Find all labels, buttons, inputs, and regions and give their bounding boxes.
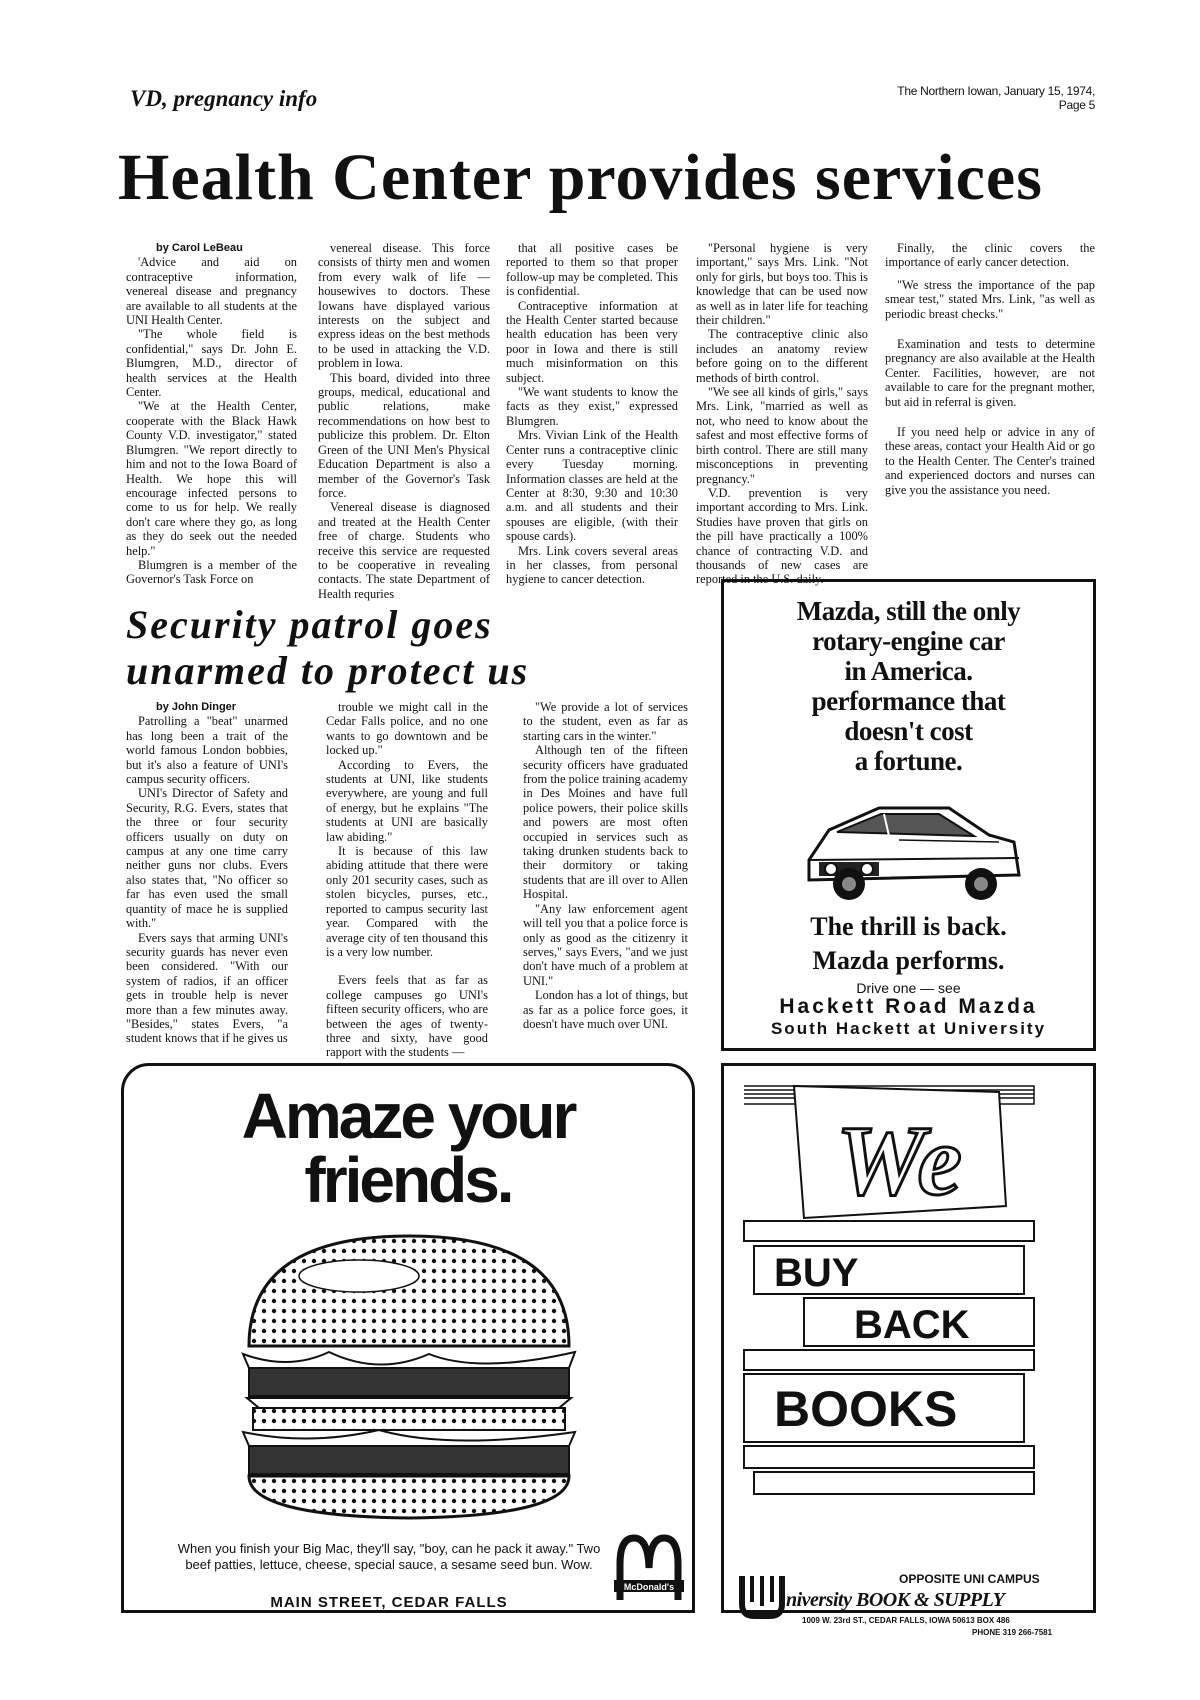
article1-column-5 [885,241,1095,571]
paragraph: that all positive cases be reported to them so that proper follow-up may be completed. This is confidential. [506,241,678,299]
paragraph: It is because of this law abiding attitude that there were only 201 security cases, such as stolen bicycles, purses, etc., reported to campus security last year. Compared with the average city of ten thousand this is a very low number. [326,844,488,959]
article1-byline: by Carol LeBeau [156,242,243,254]
headline-line: a fortune. [854,746,963,776]
big-mac-illustration [229,1226,589,1526]
paragraph: Contraceptive information at the Health Center started because health education has been very poor in Iowa and there is still much misinformation on this subject. [506,298,678,385]
book-stack-illustration [744,1086,1044,1506]
mazda-dealer-location: South Hackett at University [770,1019,1047,1038]
mcdonalds-headline [124,1080,692,1216]
article2-column-3 [523,700,688,1050]
mazda-drive-line: Drive one — see [856,980,961,996]
bookstore-name: niversity BOOK & SUPPLY [786,1589,1005,1611]
article2-byline: by John Dinger [156,701,237,713]
paragraph: Mrs. Vivian Link of the Health Center runs a contraceptive clinic every Tuesday morning. Information classes are held at the Center at 8:30, 9:30 and 10:30 a.m. and all students and their spouses are eligible, (with their spouse cards). [506,428,678,544]
headline-line: doesn't cost [844,716,973,746]
article1-column-1 [126,241,297,587]
mazda-car-illustration [789,780,1029,910]
bookstore-address: 1009 W. 23rd ST., CEDAR FALLS, IOWA 50613 BOX 486 [802,1616,1010,1625]
mcdonalds-arches-logo [614,1534,684,1604]
mazda-headline [724,596,1093,776]
section-label: VD, pregnancy info [130,86,318,111]
headline-line: Amaze your [241,1080,575,1152]
paragraph: V.D. prevention is very important according to Mrs. Link. Studies have proven that girls on the pill have practically a 100% chance of contracting V.D. and thousands of new cases are reported in the U.S. daily. [696,485,868,587]
paragraph: This board, divided into three groups, medical, educational and public relations, make recommendations on how best to publicize this problem. Dr. Elton Green of the UNI Men's Physical Education Department is also a member of the Governor's Task force. [318,370,490,500]
paragraph: Mrs. Link covers several areas in her classes, from personal hygiene to cancer detection. [506,543,678,587]
article2-column-2 [326,700,488,1060]
paragraph: Evers says that arming UNI's security guards has never even been considered. "With our system of radios, if an officer gets in trouble help is never more than a few minutes away. "Besides," states Evers, "a student knows that if he gives us [126,930,288,1046]
headline-line: in America. [844,656,973,686]
paragraph: London has a lot of things, but as far as a police force goes, it doesn't have much over UNI. [523,988,688,1031]
mcdonalds-address: MAIN STREET, CEDAR FALLS [270,1594,508,1611]
bookstore-phone: PHONE 319 266-7581 [972,1628,1053,1637]
security-patrol-headline [126,602,706,694]
paragraph: trouble we might call in the Cedar Falls police, and no one wants to go downtown and be locked up." [326,700,488,758]
paragraph: "We see all kinds of girls," says Mrs. Link, "married as well as not, who need to know about the safest and most effective forms of birth control. There are still many misconceptions in preventing pregnancy." [696,385,868,486]
health-center-headline: Health Center provides services [118,141,1043,214]
paragraph: "Personal hygiene is very important," says Mrs. Link. "Not only for girls, but boys too. This is knowledge that can be used now as well as in later life for teaching their children." [696,241,868,328]
paragraph: "We want students to know the facts as they exist," expressed Blumgren. [506,385,678,428]
headline-line: unarmed to protect us [126,648,530,693]
paragraph: Patrolling a "beat" unarmed has long been a trait of the world famous London bobbies, but it's also a feature of UNI's campus security officers. [126,714,288,787]
mazda-tagline-1: The thrill is back. [810,912,1007,941]
headline-line: friends. [304,1144,512,1216]
paragraph: UNI's Director of Safety and Security, R.G. Evers, states that the three or four security officers usually on duty on campus at any one time carry neither guns nor clubs. Evers also states that, "No officer so far has even used the small quantity of mace he is supplied with." [126,786,288,931]
paragraph: Venereal disease is diagnosed and treated at the Health Center free of charge. Students who receive this service are requested to be cooperative in revealing contacts. The state Department of Health requries [318,500,490,601]
paragraph: "The whole field is confidential," says Dr. John E. Blumgren, M.D., director of health services at the Health Center. [126,327,297,400]
paragraph: 'Advice and aid on contraceptive information, venereal disease and pregnancy are available to all students at the UNI Health Center. [126,255,297,328]
mazda-ad [721,579,1096,1051]
paragraph: The contraceptive clinic also includes an anatomy review before going on to the different methods of birth control. [696,327,868,385]
opposite-campus-label: OPPOSITE UNI CAMPUS [899,1572,1040,1586]
paragraph: venereal disease. This force consists of thirty men and women from every walk of life — housewives to doctors. These Iowans have displayed various interests on the subject and express ideas on the best methods to be used in attacking the V.D. problem in Iowa. [318,241,490,371]
paragraph: If you need help or advice in any of these areas, contact your Health Aid or go to the Health Center. The Center's trained and experienced doctors and nurses can give you the assistance you need. [885,425,1095,497]
paragraph: "We stress the importance of the pap smear test," stated Mrs. Link, "as well as periodic breast checks." [885,277,1095,321]
paragraph: "We provide a lot of services to the student, even as far as starting cars in the winter." [523,700,688,743]
headline-line: Security patrol goes [126,602,493,647]
books-lettering: BOOKS [774,1381,958,1437]
back-lettering: BACK [854,1303,970,1347]
paragraph: Although ten of the fifteen security officers have graduated from the police training academy in Des Moines and have full police powers, their police skills and powers are most often occupied in services such as taking drunken students back to their dormitory or taking students that are ill over to Allen Hospital. [523,743,688,902]
bookstore-ad [721,1063,1096,1637]
paragraph: "We at the Health Center, cooperate with the Black Hawk County V.D. investigator," stated Blumgren. "We report directly to him and not to the Iowa Board of Health. We hope this will encourage infected persons to come to us for help. We really don't care where they go, as long as they do seek out the needed help." [126,399,297,558]
paragraph: Examination and tests to determine pregnancy are also available at the Health Center. Facilities, however, are not available to care for the pregnant mother, but aid in referral is given. [885,337,1095,409]
article2-column-1 [126,700,288,1050]
headline-line: rotary-engine car [812,626,1005,656]
paragraph: "Any law enforcement agent will tell you that a police force is only as good as the citizenry it serves," says Evers, "and we just don't have much of a problem at UNI." [523,901,688,988]
mazda-tagline-2: Mazda performs. [812,946,1005,975]
headline-line: performance that [811,686,1006,716]
paragraph: Finally, the clinic covers the importance of early cancer detection. [885,241,1095,270]
buy-lettering: BUY [774,1251,859,1295]
page-folio: The Northern Iowan, January 15, 1974, Page 5 [897,84,1095,112]
paragraph: According to Evers, the students at UNI, like students everywhere, are young and full of energy, but he explains "The students at UNI are basically law abiding." [326,757,488,844]
paragraph: Blumgren is a member of the Governor's Task Force on [126,557,297,587]
we-lettering: We [836,1105,962,1216]
mcdonalds-ad [121,1063,695,1613]
mcdonalds-copy: When you finish your Big Mac, they'll say, "boy, can he pack it away." Two beef patties, lettuce, cheese, special sauce, a sesame seed bun. Wow. [177,1541,601,1572]
article1-column-4 [696,241,868,587]
mazda-dealer-name: Hackett Road Mazda [779,995,1038,1018]
article1-column-2 [318,241,490,601]
mcdonalds-logo-text: McDonald's [623,1582,675,1592]
headline-line: Mazda, still the only [796,596,1021,626]
paragraph: Evers feels that as far as college campuses go UNI's fifteen security officers, who are between the ages of twenty-three and sixty, have good rapport with the students — [326,973,488,1060]
article1-column-3 [506,241,678,587]
university-logo [738,1574,786,1618]
